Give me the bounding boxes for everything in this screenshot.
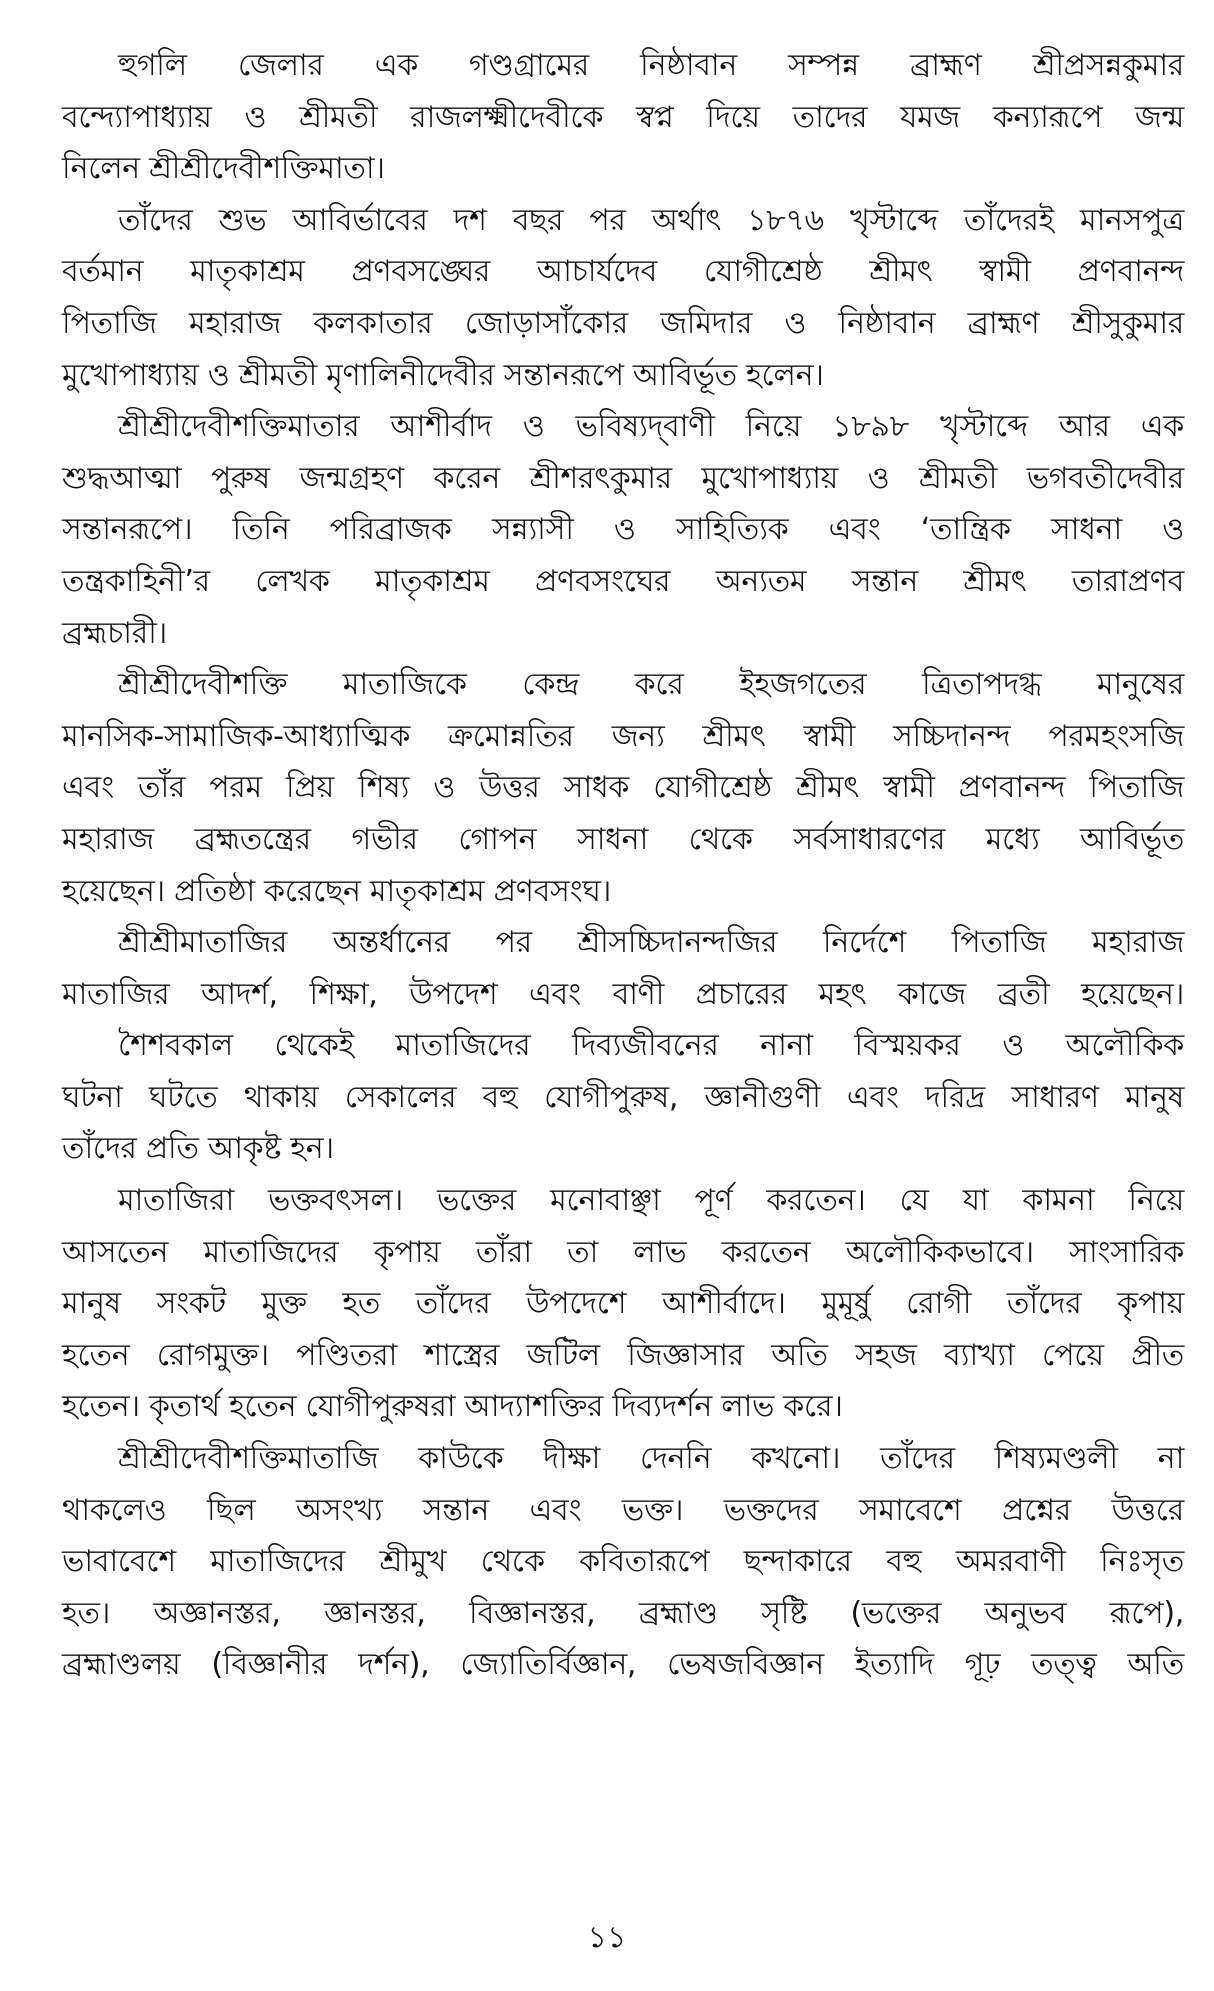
text-line: শ্রীশ্রীদেবীশক্তিমাতার আশীর্বাদ ও ভবিষ্যদ্‌বাণী নিয়ে ১৮৯৮ খৃস্টাব্দে আর এক — [118, 409, 1184, 445]
text-line: শ্রীশ্রীদেবীশক্তিমাতাজি কাউকে দীক্ষা দেননি কখনো। তাঁদের শিষ্যমণ্ডলী না — [118, 1441, 1184, 1477]
text-line: হতেন রোগমুক্ত। পণ্ডিতরা শাস্ত্রের জটিল জিজ্ঞাসার অতি সহজ ব্যাখ্যা পেয়ে প্রীত — [62, 1337, 1184, 1373]
text-line: তাঁদের প্রতি আকৃষ্ট হন। — [62, 1131, 334, 1167]
text-line: নিলেন শ্রীশ্রীদেবীশক্তিমাতা। — [62, 151, 385, 187]
text-line: পিতাজি মহারাজ কলকাতার জোড়াসাঁকোর জমিদার ও নিষ্ঠাবান ব্রাহ্মণ শ্রীসুকুমার — [62, 305, 1184, 341]
text-line: মুখোপাধ্যায় ও শ্রীমতী মৃণালিনীদেবীর সন্তানরূপে আবির্ভূত হলেন। — [62, 357, 824, 393]
text-line: শ্রীশ্রীদেবীশক্তি মাতাজিকে কেন্দ্র করে ইহজগতের ত্রিতাপদগ্ধ মানুষের — [118, 667, 1184, 703]
text-line: বন্দ্যোপাধ্যায় ও শ্রীমতী রাজলক্ষ্মীদেবীকে স্বপ্ন দিয়ে তাদের যমজ কন্যারূপে জন্ম — [62, 99, 1184, 135]
text-line: মাতাজিরা ভক্তবৎসল। ভক্তের মনোবাঞ্ছা পূর্ণ করতেন। যে যা কামনা নিয়ে — [118, 1183, 1184, 1219]
text-line: ঘটনা ঘটতে থাকায় সেকালের বহু যোগীপুরুষ, জ্ঞানীগুণী এবং দরিদ্র সাধারণ মানুষ — [62, 1079, 1184, 1115]
paragraph-7 — [62, 1175, 1184, 1433]
page-body — [62, 40, 1184, 1691]
text-line: আসতেন মাতাজিদের কৃপায় তাঁরা তা লাভ করতেন অলৌকিকভাবে। সাংসারিক — [62, 1234, 1184, 1270]
paragraph-8 — [62, 1433, 1184, 1691]
text-line: বর্তমান মাতৃকাশ্রম প্রণবসঙ্ঘের আচার্যদেব যোগীশ্রেষ্ঠ শ্রীমৎ স্বামী প্রণবানন্দ — [62, 254, 1184, 290]
text-line: শুদ্ধআত্মা পুরুষ জন্মগ্রহণ করেন শ্রীশরৎকুমার মুখোপাধ্যায় ও শ্রীমতী ভগবতীদেবীর — [62, 460, 1184, 496]
page-number: ১১ — [587, 1920, 627, 1955]
paragraph-2 — [62, 195, 1184, 401]
paragraph-5 — [62, 917, 1184, 1020]
text-line: হতেন। কৃতার্থ হতেন যোগীপুরুষরা আদ্যাশক্তির দিব্যদর্শন লাভ করে। — [62, 1389, 843, 1425]
text-line: মহারাজ ব্রহ্মতন্ত্রের গভীর গোপন সাধনা থেকে সর্বসাধারণের মধ্যে আবির্ভূত — [62, 821, 1184, 857]
text-line: মানুষ সংকট মুক্ত হত তাঁদের উপদেশে আশীর্বাদে। মুমূর্ষু রোগী তাঁদের কৃপায় — [62, 1286, 1184, 1322]
text-line: এবং তাঁর পরম প্রিয় শিষ্য ও উত্তর সাধক যোগীশ্রেষ্ঠ শ্রীমৎ স্বামী প্রণবানন্দ পিতাজি — [62, 770, 1184, 806]
text-line: সন্তানরূপে। তিনি পরিব্রাজক সন্ন্যাসী ও সাহিত্যিক এবং ‘তান্ত্রিক সাধনা ও — [62, 512, 1184, 548]
text-line: থাকলেও ছিল অসংখ্য সন্তান এবং ভক্ত। ভক্তদের সমাবেশে প্রশ্নের উত্তরে — [62, 1492, 1184, 1528]
text-line: শৈশবকাল থেকেই মাতাজিদের দিব্যজীবনের নানা বিস্ময়কর ও অলৌকিক — [118, 1028, 1184, 1064]
text-line: ব্রহ্মচারী। — [62, 615, 167, 651]
text-line: মানসিক-সামাজিক-আধ্যাত্মিক ক্রমোন্নতির জন্য শ্রীমৎ স্বামী সচ্চিদানন্দ পরমহংসজি — [62, 718, 1184, 754]
text-line: তন্ত্রকাহিনী’র লেখক মাতৃকাশ্রম প্রণবসংঘের অন্যতম সন্তান শ্রীমৎ তারাপ্রণব — [62, 563, 1184, 599]
text-line: ভাবাবেশে মাতাজিদের শ্রীমুখ থেকে কবিতারূপে ছন্দাকারে বহু অমরবাণী নিঃসৃত — [62, 1544, 1184, 1580]
paragraph-3 — [62, 401, 1184, 659]
paragraph-6 — [62, 1020, 1184, 1175]
paragraph-4 — [62, 659, 1184, 917]
text-line: তাঁদের শুভ আবির্ভাবের দশ বছর পর অর্থাৎ ১৮৭৬ খৃস্টাব্দে তাঁদেরই মানসপুত্র — [118, 202, 1184, 238]
text-line: শ্রীশ্রীমাতাজির অন্তর্ধানের পর শ্রীসচ্চিদানন্দজির নির্দেশে পিতাজি মহারাজ — [118, 925, 1184, 961]
text-line: হত। অজ্ঞানস্তর, জ্ঞানস্তর, বিজ্ঞানস্তর, ব্রহ্মাণ্ড সৃষ্টি (ভক্তের অনুভব রূপে), — [62, 1595, 1184, 1631]
text-line: হয়েছেন। প্রতিষ্ঠা করেছেন মাতৃকাশ্রম প্রণবসংঘ। — [62, 873, 612, 909]
text-line: ব্রহ্মাণ্ডলয় (বিজ্ঞানীর দর্শন), জ্যোতির্বিজ্ঞান, ভেষজবিজ্ঞান ইত্যাদি গূঢ় তত্ত্ব অতি — [62, 1647, 1184, 1683]
text-line: মাতাজির আদর্শ, শিক্ষা, উপদেশ এবং বাণী প্রচারের মহৎ কাজে ব্রতী হয়েছেন। — [62, 976, 1184, 1012]
paragraph-1 — [62, 40, 1184, 195]
text-line: হুগলি জেলার এক গণ্ডগ্রামের নিষ্ঠাবান সম্পন্ন ব্রাহ্মণ শ্রীপ্রসন্নকুমার — [118, 48, 1184, 83]
